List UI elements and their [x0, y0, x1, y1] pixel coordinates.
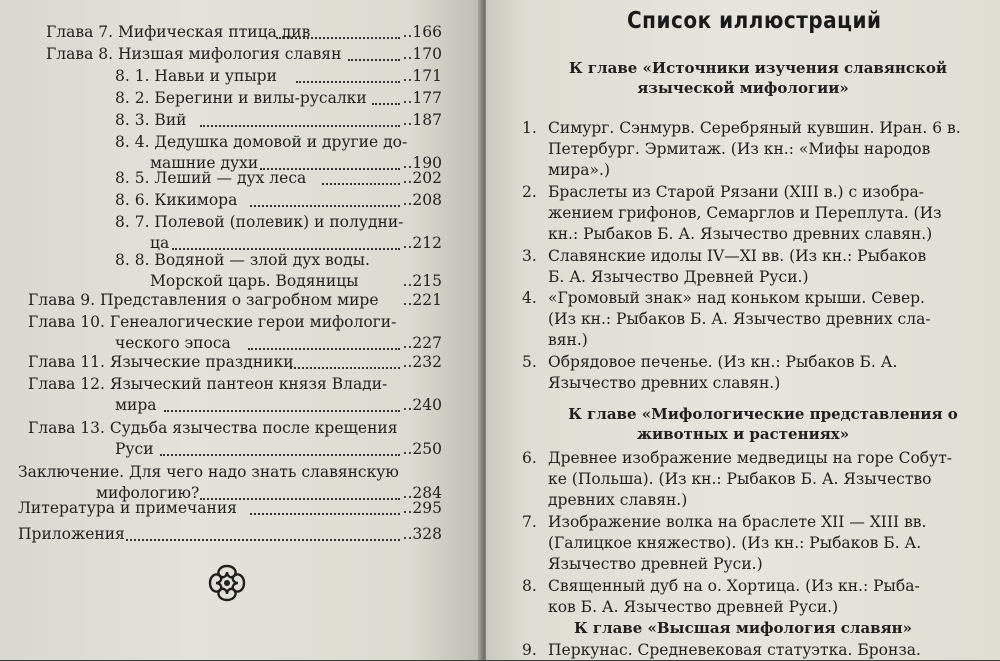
- toc-page-number: ..202: [402, 169, 442, 187]
- toc-page-number: ..187: [402, 111, 442, 129]
- toc-page-number: ..212: [402, 234, 442, 252]
- toc-page-number: ..221: [402, 291, 442, 309]
- toc-entry: Глава 7. Мифическая птица див ..166: [46, 23, 442, 41]
- toc-page-number: ..190: [402, 154, 442, 172]
- toc-page-number: ..232: [402, 353, 442, 371]
- toc-entry: Литература и примечания ..295: [18, 499, 442, 517]
- toc-entry: 8. 7. Полевой (полевик) и полудни- ца ..212: [115, 213, 442, 252]
- toc-page-number: ..250: [402, 440, 442, 458]
- toc-page-number: ..215: [402, 272, 442, 290]
- toc-page-number: ..166: [402, 23, 442, 41]
- section-heading: К главе «Источники изучения славянской языческой мифологии»: [568, 59, 948, 97]
- toc-entry: Заключение. Для чего надо знать славянскую мифологию? ..284: [18, 463, 442, 502]
- toc-entry: Глава 13. Судьба язычества после крещения Руси ..250: [28, 419, 442, 458]
- toc-entry: Глава 8. Низшая мифология славян ..170: [46, 45, 442, 63]
- toc-entry: 8. 6. Кикимора ..208: [115, 191, 442, 209]
- toc-entry: Глава 10. Генеалогические герои мифологи- ческого эпоса ..227: [28, 313, 442, 352]
- left-page: [0, 0, 482, 660]
- toc-page-number: ..170: [402, 45, 442, 63]
- toc-page-number: ..177: [402, 89, 442, 107]
- toc-entry: Глава 11. Языческие праздники ..232: [28, 353, 442, 371]
- toc-page-number: ..284: [402, 484, 442, 502]
- toc-page-number: ..295: [402, 499, 442, 517]
- toc-entry: Глава 12. Языческий пантеон князя Влади- мира ..240: [28, 375, 442, 414]
- section-heading: К главе «Высшая мифология славян»: [573, 619, 913, 637]
- toc-page-number: ..227: [402, 334, 442, 352]
- page-title: Список иллюстраций: [627, 6, 882, 34]
- floral-ornament-icon: [206, 562, 248, 604]
- toc-page-number: ..171: [402, 67, 442, 85]
- toc-entry: 8. 4. Дедушка домовой и другие до- машние духи ..190: [115, 133, 442, 172]
- toc-entry: Глава 9. Представления о загробном мире ..221: [28, 291, 442, 309]
- toc-page-number: ..240: [402, 396, 442, 414]
- section-heading: К главе «Мифологические представления о животных и растениях»: [568, 405, 958, 443]
- toc-entry: 8. 1. Навьи и упыри ..171: [115, 67, 442, 85]
- toc-page-number: ..328: [402, 525, 442, 543]
- toc-entry: 8. 2. Берегини и вилы-русалки ..177: [115, 89, 442, 107]
- toc-entry: Приложения ..328: [18, 525, 442, 543]
- toc-entry: 8. 8. Водяной — злой дух воды. Морской царь. Водяницы ..215: [115, 251, 442, 290]
- toc-entry: 8. 5. Леший — дух леса ..202: [115, 169, 442, 187]
- toc-entry: 8. 3. Вий ..187: [115, 111, 442, 129]
- toc-page-number: ..208: [402, 191, 442, 209]
